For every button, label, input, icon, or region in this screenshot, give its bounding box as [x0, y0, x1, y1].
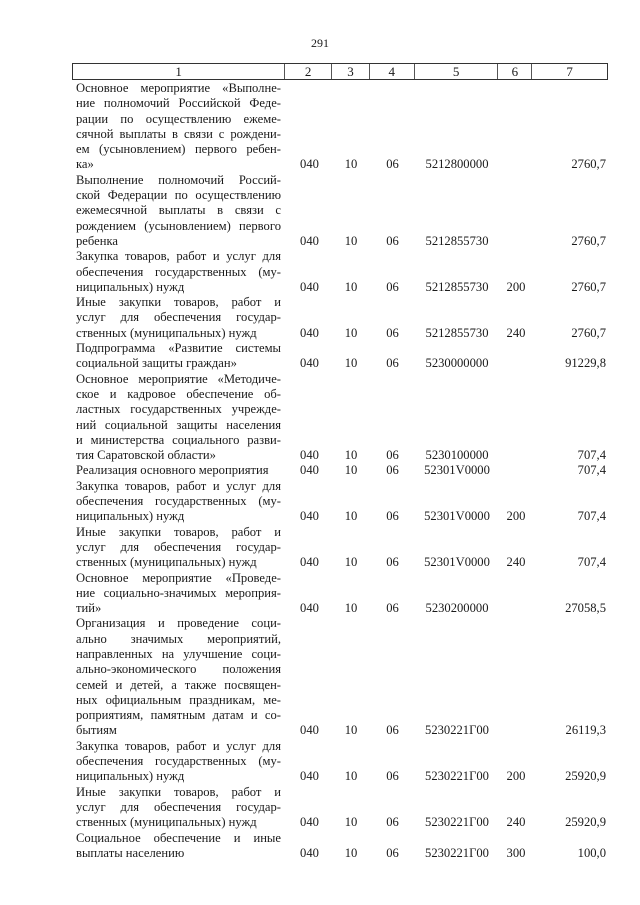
amount: 2760,7: [571, 233, 606, 248]
expense-type-code: 240: [506, 815, 526, 830]
section-code: 10: [344, 356, 358, 371]
description-line: ние социально-значимых мероприя-: [76, 585, 281, 600]
ministry-code: 040: [300, 157, 319, 172]
subsection-code: 06: [386, 601, 399, 616]
ministry-code: 040: [300, 845, 319, 860]
target-article-code: 52301V0000: [424, 555, 490, 570]
expense-type-code: 240: [506, 325, 526, 340]
target-article-code: 52301V0000: [424, 509, 490, 524]
ministry-code: 040: [300, 601, 319, 616]
description-line: выплаты населению: [76, 845, 185, 860]
section-code: 10: [344, 325, 358, 340]
table-row: [76, 341, 608, 372]
section-code: 10: [344, 463, 358, 478]
section-code: 10: [344, 509, 358, 524]
target-article-code: 5230200000: [425, 601, 489, 616]
description-line: Основное мероприятие «Выполне-: [76, 81, 281, 95]
description-line: обеспечения государственных (му-: [76, 264, 281, 279]
table-row: [76, 479, 608, 525]
table-row: [76, 571, 608, 617]
description-line: обеспечения государственных (му-: [76, 494, 281, 509]
description-line: направленных на улучшение соци-: [76, 646, 281, 661]
ministry-code: 040: [300, 448, 319, 463]
amount: 100,0: [577, 845, 606, 860]
description-line: Закупка товаров, работ и услуг для: [76, 738, 281, 753]
target-article-code: 5230221Г00: [425, 723, 489, 738]
amount: 25920,9: [565, 815, 606, 830]
description-line: услуг для обеспечения государ-: [76, 310, 281, 325]
amount: 26119,3: [565, 723, 606, 738]
description-line: Выполнение полномочий Россий-: [76, 172, 281, 187]
description-line: ально значимых мероприятий,: [76, 631, 281, 646]
target-article-code: 5212855730: [425, 233, 489, 248]
description-line: Организация и проведение соци-: [76, 616, 281, 631]
subsection-code: 06: [386, 845, 399, 860]
description-line: бытиям: [76, 723, 117, 738]
subsection-code: 06: [386, 325, 399, 340]
row-description: [76, 525, 285, 571]
target-article-code: 52301V0000: [424, 463, 490, 478]
section-code: 10: [344, 157, 358, 172]
description-line: Подпрограмма «Развитие системы: [76, 341, 281, 356]
description-line: рождением (усыновлением) первого: [76, 218, 281, 233]
amount: 707,4: [577, 448, 606, 463]
description-line: ниципальных) нужд: [76, 279, 185, 294]
row-description: [76, 463, 285, 478]
table-row: [76, 173, 608, 249]
subsection-code: 06: [386, 463, 399, 478]
description-line: ское и кадровое обеспечение об-: [76, 386, 281, 401]
table-header: [72, 63, 608, 80]
table-row: [76, 81, 608, 173]
row-description: [76, 295, 285, 341]
description-line: тий»: [76, 601, 102, 616]
target-article-code: 5212800000: [425, 157, 489, 172]
header-col-1: 1: [73, 64, 285, 79]
description-line: ниципальных) нужд: [76, 509, 185, 524]
description-line: Закупка товаров, работ и услуг для: [76, 478, 281, 493]
description-line: ребенка: [76, 233, 118, 248]
table-row: [76, 739, 608, 785]
target-article-code: 5212855730: [425, 325, 489, 340]
description-line: Основное мероприятие «Проведе-: [76, 570, 281, 585]
description-line: сячной выплаты в связи с рождени-: [76, 126, 281, 141]
subsection-code: 06: [386, 356, 399, 371]
description-line: обеспечения государственных (му-: [76, 754, 281, 769]
description-line: услуг для обеспечения государ-: [76, 539, 281, 554]
page-number: 291: [311, 36, 329, 50]
description-line: и министерства социального разви-: [76, 432, 281, 447]
description-line: Иные закупки товаров, работ и: [76, 524, 281, 539]
ministry-code: 040: [300, 509, 319, 524]
section-code: 10: [344, 555, 358, 570]
section-code: 10: [344, 279, 358, 294]
amount: 91229,8: [565, 356, 606, 371]
description-line: Иные закупки товаров, работ и: [76, 295, 281, 310]
subsection-code: 06: [386, 815, 399, 830]
ministry-code: 040: [300, 325, 319, 340]
table-body: [76, 81, 608, 861]
target-article-code: 5230000000: [425, 356, 489, 371]
description-line: ка»: [76, 157, 94, 172]
subsection-code: 06: [386, 509, 399, 524]
description-line: ние полномочий Российской Феде-: [76, 96, 281, 111]
description-line: Основное мероприятие «Методиче-: [76, 371, 281, 386]
table-row: [76, 295, 608, 341]
table-row: [76, 372, 608, 464]
row-description: [76, 341, 285, 372]
description-line: ниципальных) нужд: [76, 769, 185, 784]
description-line: Закупка товаров, работ и услуг для: [76, 249, 281, 264]
description-line: ных официальным праздникам, ме-: [76, 692, 281, 707]
description-line: социальной защиты граждан»: [76, 356, 237, 371]
table-row: [76, 616, 608, 738]
description-line: рации по осуществлению ежеме-: [76, 111, 281, 126]
section-code: 10: [344, 769, 358, 784]
subsection-code: 06: [386, 448, 399, 463]
row-description: [76, 616, 285, 738]
section-code: 10: [344, 233, 358, 248]
description-line: роприятиям, памятным датам и со-: [76, 708, 281, 723]
expense-type-code: 200: [506, 769, 526, 784]
amount: 27058,5: [565, 601, 606, 616]
header-col-6: 6: [498, 64, 532, 79]
row-description: [76, 831, 285, 862]
description-line: семей и детей, а также посвящен-: [76, 677, 281, 692]
section-code: 10: [344, 815, 358, 830]
expense-type-code: 240: [506, 555, 526, 570]
amount: 2760,7: [571, 279, 606, 294]
target-article-code: 5230221Г00: [425, 769, 489, 784]
ministry-code: 040: [300, 279, 319, 294]
description-line: Социальное обеспечение и иные: [76, 830, 281, 845]
header-col-3: 3: [332, 64, 370, 79]
expense-type-code: 200: [506, 279, 526, 294]
expense-type-code: 200: [506, 509, 526, 524]
row-description: [76, 81, 285, 173]
table-row: [76, 249, 608, 295]
amount: 707,4: [577, 463, 606, 478]
section-code: 10: [344, 845, 358, 860]
description-line: ально-экономического положения: [76, 662, 281, 677]
description-line: ственных (муниципальных) нужд: [76, 325, 257, 340]
row-description: [76, 173, 285, 249]
amount: 707,4: [577, 555, 606, 570]
ministry-code: 040: [300, 555, 319, 570]
subsection-code: 06: [386, 279, 399, 294]
description-line: ственных (муниципальных) нужд: [76, 815, 257, 830]
expense-type-code: 300: [506, 845, 526, 860]
target-article-code: 5230100000: [425, 448, 489, 463]
amount: 2760,7: [571, 325, 606, 340]
table-row: [76, 785, 608, 831]
table-row: [76, 525, 608, 571]
subsection-code: 06: [386, 157, 399, 172]
ministry-code: 040: [300, 769, 319, 784]
subsection-code: 06: [386, 555, 399, 570]
target-article-code: 5230221Г00: [425, 845, 489, 860]
ministry-code: 040: [300, 463, 319, 478]
amount: 2760,7: [571, 157, 606, 172]
description-line: ежемесячной выплаты в связи с: [76, 203, 281, 218]
amount: 707,4: [577, 509, 606, 524]
description-line: ний социальной защиты населения: [76, 417, 281, 432]
header-col-7: 7: [566, 64, 573, 79]
row-description: [76, 571, 285, 617]
header-col-2: 2: [285, 64, 332, 79]
target-article-code: 5230221Г00: [425, 815, 489, 830]
description-line: ской Федерации по осуществлению: [76, 188, 281, 203]
description-line: ем (усыновлением) первого ребен-: [76, 142, 281, 157]
subsection-code: 06: [386, 723, 399, 738]
header-col-4: 4: [370, 64, 415, 79]
description-line: услуг для обеспечения государ-: [76, 799, 281, 814]
ministry-code: 040: [300, 815, 319, 830]
table-row: [76, 831, 608, 862]
subsection-code: 06: [386, 769, 399, 784]
header-col-5: 5: [415, 64, 499, 79]
ministry-code: 040: [300, 233, 319, 248]
description-line: Иные закупки товаров, работ и: [76, 784, 281, 799]
section-code: 10: [344, 448, 358, 463]
subsection-code: 06: [386, 233, 399, 248]
table-row: [76, 463, 608, 478]
ministry-code: 040: [300, 723, 319, 738]
row-description: [76, 249, 285, 295]
description-line: Реализация основного мероприятия: [76, 463, 269, 478]
row-description: [76, 479, 285, 525]
ministry-code: 040: [300, 356, 319, 371]
target-article-code: 5212855730: [425, 279, 489, 294]
row-description: [76, 372, 285, 464]
description-line: тия Саратовской области»: [76, 448, 216, 463]
section-code: 10: [344, 601, 358, 616]
amount: 25920,9: [565, 769, 606, 784]
section-code: 10: [344, 723, 358, 738]
row-description: [76, 739, 285, 785]
description-line: ластных государственных учрежде-: [76, 402, 281, 417]
description-line: ственных (муниципальных) нужд: [76, 555, 257, 570]
row-description: [76, 785, 285, 831]
